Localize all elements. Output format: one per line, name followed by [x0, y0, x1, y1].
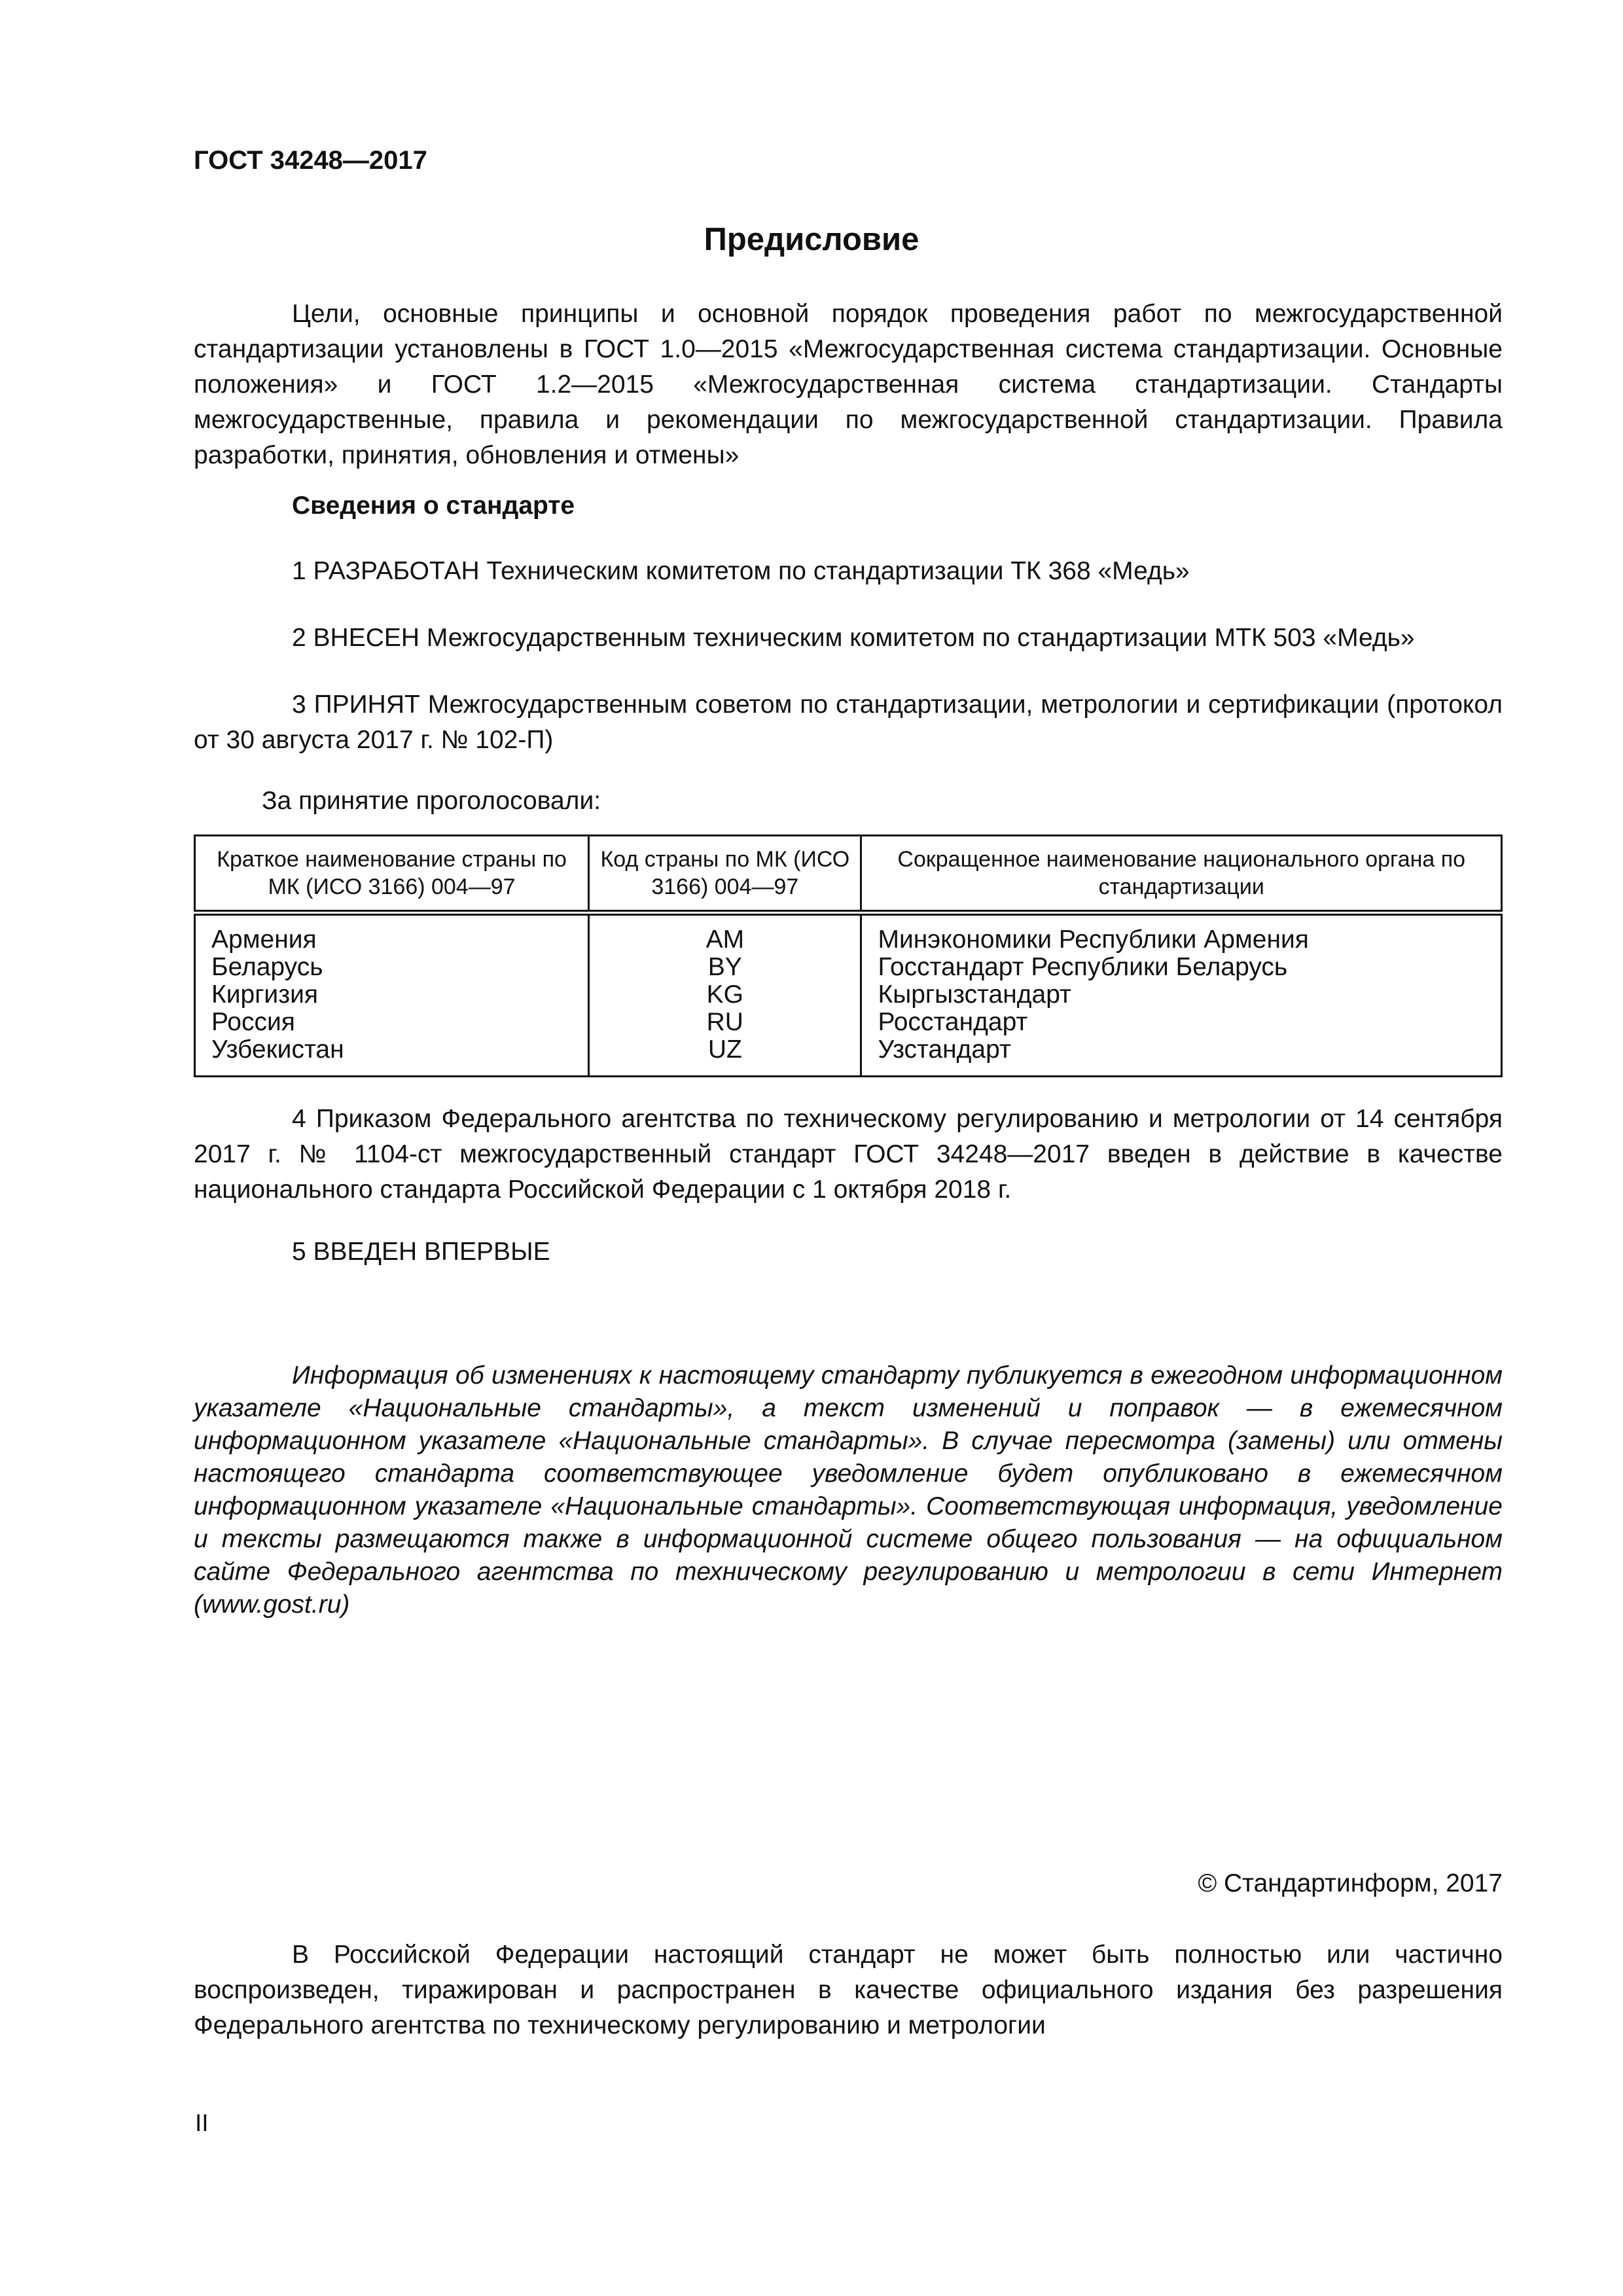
body-cell: Росстандарт — [861, 1009, 1502, 1036]
code-cell: KG — [589, 981, 861, 1009]
body-cell: Госстандарт Республики Беларусь — [861, 954, 1502, 981]
header-code: Код страны по МК (ИСО 3166) 004—97 — [589, 836, 861, 913]
country-cell: Армения — [195, 913, 589, 954]
table-row — [195, 981, 1502, 1009]
header-country: Краткое наименование страны по МК (ИСО 3166) 004—97 — [195, 836, 589, 913]
table-header-row — [195, 836, 1502, 913]
item-order: 4 Приказом Федерального агентства по техническому регулированию и метрологии от 14 сентября 2017 г. № 1104-ст межгосударственный стандарт ГОСТ 34248—2017 введен в действие в качестве национального стандарта Российской Федерации с 1 октября 2018 г. — [194, 1105, 1503, 1204]
item-developed: 1 РАЗРАБОТАН Техническим комитетом по стандартизации ТК 368 «Медь» — [292, 557, 1190, 585]
code-cell: BY — [589, 954, 861, 981]
table-row — [195, 954, 1502, 981]
body-cell: Узстандарт — [861, 1036, 1502, 1077]
header-body: Сокращенное наименование национального органа по стандартизации — [861, 836, 1502, 913]
code-cell: RU — [589, 1009, 861, 1036]
table-row — [195, 1009, 1502, 1036]
table-row — [195, 913, 1502, 954]
info-heading: Сведения о стандарте — [292, 492, 575, 520]
reproduction-notice: В Российской Федерации настоящий стандарт не может быть полностью или частично воспроизведен, тиражирован и распространен в качестве официального издания без разрешения Федерального агентства по техническому регулированию и метрологии — [194, 1941, 1503, 2039]
intro-paragraph: Цели, основные принципы и основной порядок проведения работ по межгосударственной стандартизации установлены в ГОСТ 1.0—2015 «Межгосударственная система стандартизации. Основные положения» и ГОСТ 1.2—2015 «Межгосударственная система стандартизации. Стандарты межгосударственные, правила и рекомендации по межгосударственной стандартизации. Правила разработки, принятия, обновления и отмены» — [194, 300, 1503, 469]
country-cell: Россия — [195, 1009, 589, 1036]
copyright: © Стандартинформ, 2017 — [1198, 1869, 1503, 1897]
code-cell: AM — [589, 913, 861, 954]
country-cell: Узбекистан — [195, 1036, 589, 1077]
code-cell: UZ — [589, 1036, 861, 1077]
country-cell: Киргизия — [195, 981, 589, 1009]
page-title: Предисловие — [704, 222, 919, 257]
document-number: ГОСТ 34248—2017 — [194, 146, 427, 175]
item-first-introduced: 5 ВВЕДЕН ВПЕРВЫЕ — [292, 1238, 550, 1266]
body-cell: Кыргызстандарт — [861, 981, 1502, 1009]
changes-info-paragraph: Информация об изменениях к настоящему стандарту публикуется в ежегодном информационном указателе «Национальные стандарты», а текст изменений и поправок — в ежемесячном информационном указателе «Национальные стандарты». В случае пересмотра (замены) или отмены настоящего стандарта соответствующее уведомление будет опубликовано в ежемесячном информационном указателе «Национальные стандарты». Соответствующая информация, уведомление и тексты размещаются также в информационной системе общего пользования — на официальном сайте Федерального агентства по техническому регулированию и метрологии в сети Интернет (www.gost.ru) — [194, 1361, 1503, 1619]
voted-label: За принятие проголосовали: — [262, 787, 601, 815]
table-row — [195, 1036, 1502, 1077]
page-number: II — [195, 2109, 209, 2136]
item-submitted: 2 ВНЕСЕН Межгосударственным техническим комитетом по стандартизации МТК 503 «Медь» — [292, 624, 1415, 652]
voting-table — [194, 834, 1503, 1077]
item-adopted: 3 ПРИНЯТ Межгосударственным советом по стандартизации, метрологии и сертификации (протокол от 30 августа 2017 г. № 102-П) — [194, 691, 1503, 754]
body-cell: Минэкономики Республики Армения — [861, 913, 1502, 954]
country-cell: Беларусь — [195, 954, 589, 981]
